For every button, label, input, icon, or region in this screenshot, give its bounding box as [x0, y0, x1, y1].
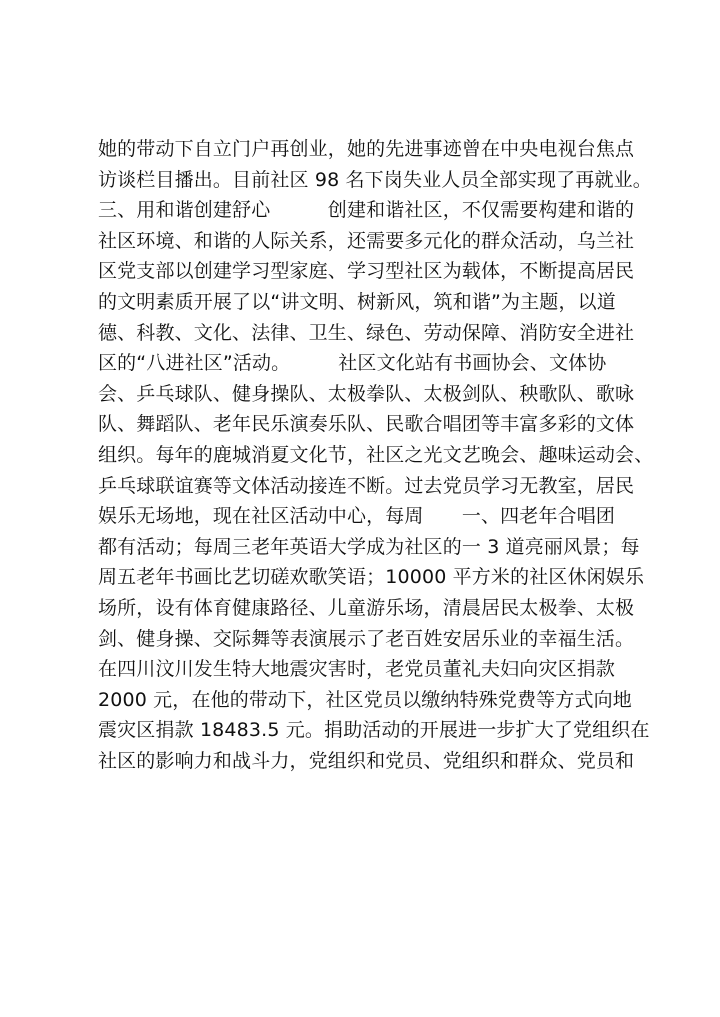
text-line: 都有活动；每周三老年英语大学成为社区的一 3 道亮丽风景；每 — [98, 535, 640, 558]
text-line: 2000 元，在他的带动下，社区党员以缴纳特殊党费等方式向地 — [98, 688, 632, 711]
text-line: 组织。每年的鹿城消夏文化节，社区之光文艺晚会、趣味运动会、 — [98, 443, 654, 466]
text-line: 场所，设有体育健康路径、儿童游乐场，清晨居民太极拳、太极 — [98, 596, 635, 619]
text-line: 的文明素质开展了以“讲文明、树新风，筑和谐”为主题，以道 — [98, 290, 616, 313]
text-line: 周五老年书画比艺切磋欢歌笑语；10000 平方米的社区休闲娱乐 — [98, 566, 645, 589]
text-line: 乒乓球联谊赛等文体活动接连不断。过去党员学习无教室，居民 — [98, 474, 635, 497]
text-line: 区党支部以创建学习型家庭、学习型社区为载体，不断提高居民 — [98, 260, 635, 283]
text-line: 震灾区捐款 18483.5 元。捐助活动的开展进一步扩大了党组织在 — [98, 719, 650, 742]
text-line: 在四川汶川发生特大地震灾害时，老党员董礼夫妇向灾区捐款 — [98, 658, 616, 681]
text-line: 德、科教、文化、法律、卫生、绿色、劳动保障、消防安全进社 — [98, 321, 635, 344]
text-line: 访谈栏目播出。目前社区 98 名下岗失业人员全部实现了再就业。 — [98, 168, 652, 191]
text-line: 娱乐无场地，现在社区活动中心，每周 一、四老年合唱团 — [98, 505, 616, 528]
text-line: 三、用和谐创建舒心 创建和谐社区，不仅需要构建和谐的 — [98, 199, 635, 222]
text-line: 区的“八进社区”活动。 社区文化站有书画协会、文体协 — [98, 352, 607, 375]
text-line: 剑、健身操、交际舞等表演展示了老百姓安居乐业的幸福生活。 — [98, 627, 635, 650]
body-text — [98, 134, 678, 776]
text-line: 队、舞蹈队、老年民乐演奏乐队、民歌合唱团等丰富多彩的文体 — [98, 413, 635, 436]
text-line: 社区的影响力和战斗力，党组织和党员、党组织和群众、党员和 — [98, 749, 635, 772]
text-line: 她的带动下自立门户再创业，她的先进事迹曾在中央电视台焦点 — [98, 138, 635, 160]
text-line: 会、乒乓球队、健身操队、太极拳队、太极剑队、秧歌队、歌咏 — [98, 382, 635, 405]
text-line: 社区环境、和谐的人际关系，还需要多元化的群众活动，乌兰社 — [98, 229, 635, 252]
